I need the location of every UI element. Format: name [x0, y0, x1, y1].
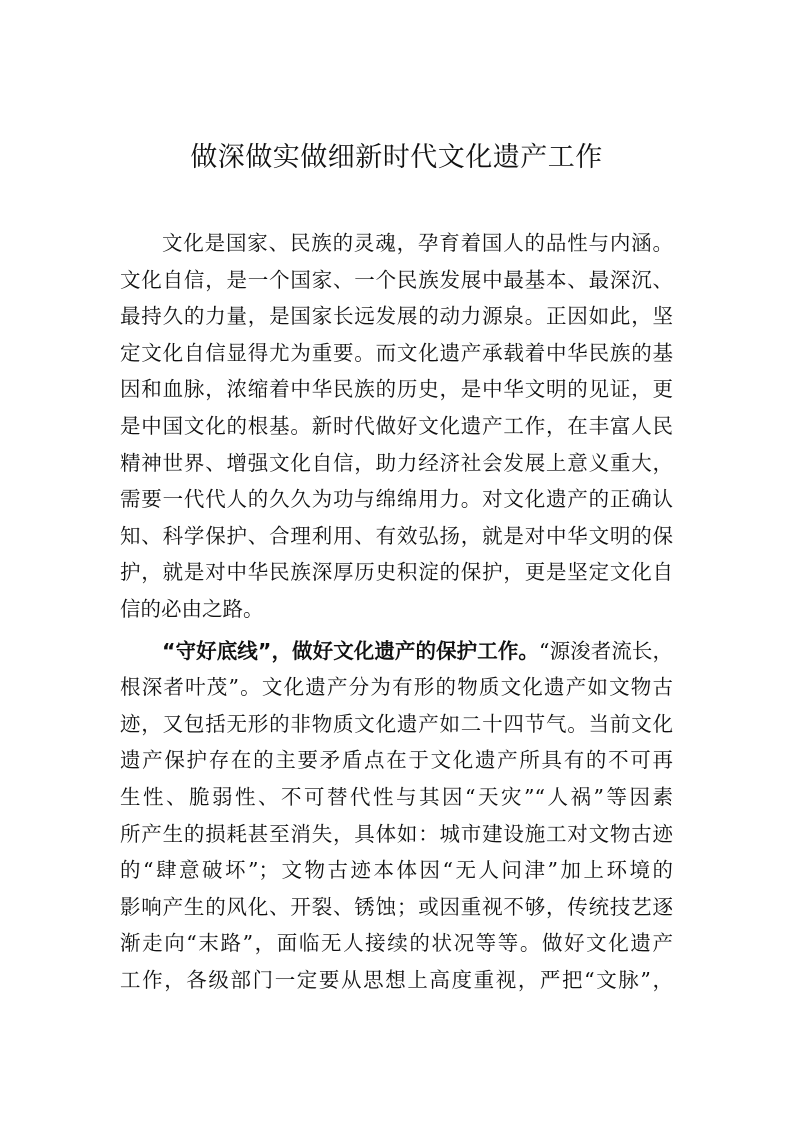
- text-line: 渐走向“末路”，面临无人接续的状况等等。做好文化遗产: [120, 931, 673, 956]
- text-line: 所产生的损耗甚至消失，具体如：城市建设施工对文物古迹: [120, 821, 673, 846]
- text-line: 因和血脉，浓缩着中华民族的历史，是中华文明的见证，更: [120, 377, 673, 402]
- paragraph-text: “源浚者流长，: [539, 638, 673, 663]
- text-line: 工作，各级部门一定要从思想上高度重视，严把“文脉”，: [120, 967, 673, 992]
- text-line: 定文化自信显得尤为重要。而文化遗产承载着中华民族的基: [120, 340, 673, 365]
- document-title: 做深做实做细新时代文化遗产工作: [190, 142, 603, 173]
- text-line: 最持久的力量，是国家长远发展的动力源泉。正因如此，坚: [120, 304, 673, 329]
- text-line: 精神世界、增强文化自信，助力经济社会发展上意义重大，: [120, 450, 673, 475]
- text-line: 是中国文化的根基。新时代做好文化遗产工作，在丰富人民: [120, 413, 673, 438]
- text-line: 信的必由之路。: [120, 596, 264, 621]
- paragraph-intro: [120, 225, 673, 628]
- text-line: 迹，又包括无形的非物质文化遗产如二十四节气。当前文化: [120, 711, 673, 736]
- text-line: 文化是国家、民族的灵魂，孕育着国人的品性与内涵。: [162, 231, 673, 255]
- document-body: [120, 225, 673, 1003]
- text-line: 的“肆意破坏”；文物古迹本体因“无人问津”加上环境的: [120, 858, 673, 883]
- text-line: 知、科学保护、合理利用、有效弘扬，就是对中华文明的保: [120, 523, 673, 548]
- text-line: 需要一代代人的久久为功与绵绵用力。对文化遗产的正确认: [120, 487, 673, 512]
- paragraph-first-line: [120, 633, 673, 670]
- text-line: 根深者叶茂”。文化遗产分为有形的物质文化遗产如文物古: [120, 675, 673, 700]
- paragraph-protection: [120, 633, 673, 999]
- text-line: 影响产生的风化、开裂、锈蚀；或因重视不够，传统技艺逐: [120, 894, 673, 919]
- text-line: 文化自信，是一个国家、一个民族发展中最基本、最深沉、: [120, 267, 673, 292]
- text-line: 遗产保护存在的主要矛盾点在于文化遗产所具有的不可再: [120, 748, 673, 773]
- section-heading: “守好底线”，做好文化遗产的保护工作。: [162, 638, 540, 663]
- text-line: 护，就是对中华民族深厚历史积淀的保护，更是坚定文化自: [120, 560, 673, 585]
- text-line: 生性、脆弱性、不可替代性与其因“天灾”“人祸”等因素: [120, 784, 673, 809]
